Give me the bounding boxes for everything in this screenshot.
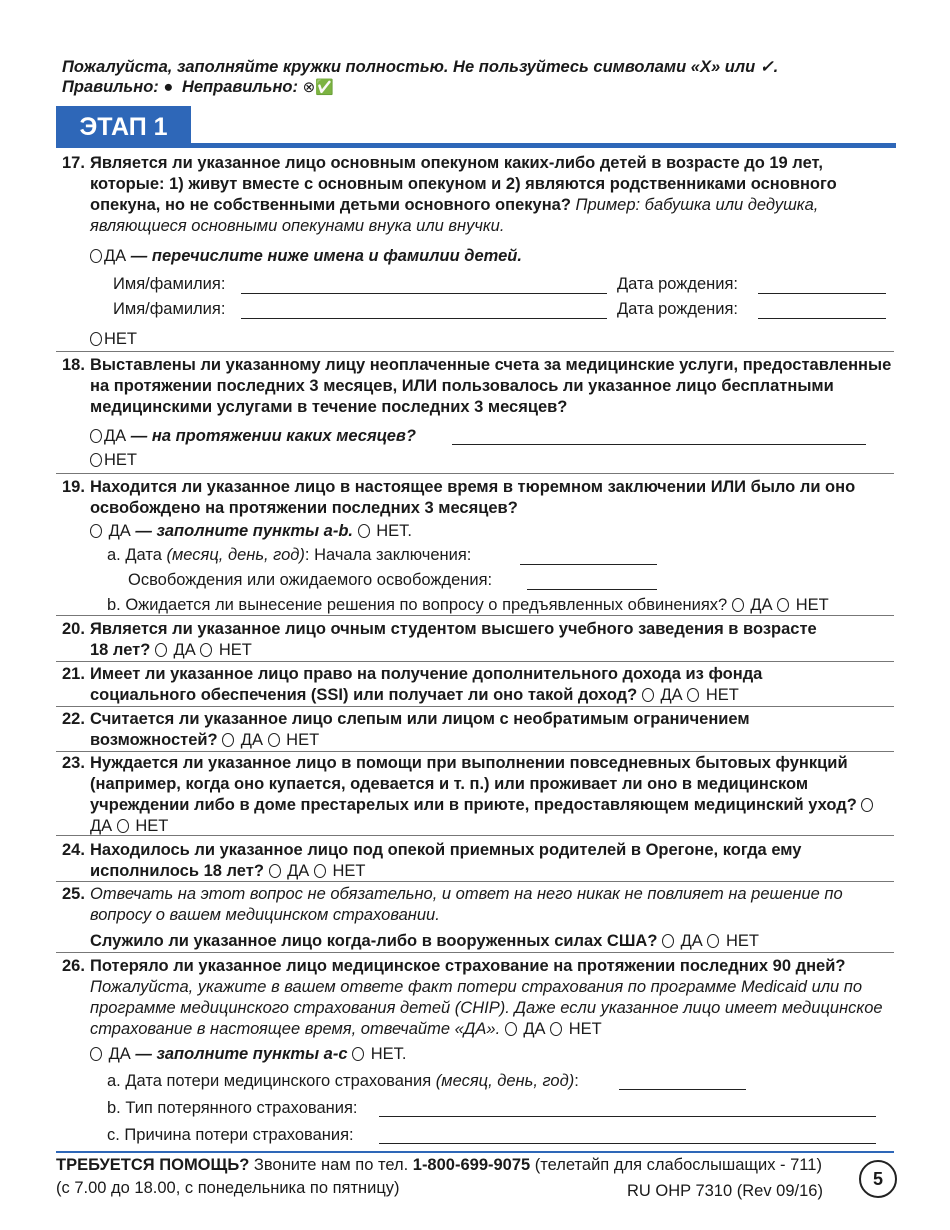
q24-yes-option[interactable]: ДА	[269, 862, 310, 880]
question-text: Имеет ли указанное лицо право на получение дополнительного дохода из фонда	[90, 665, 763, 683]
radio-circle-icon[interactable]	[117, 819, 129, 833]
question-17	[62, 153, 892, 237]
radio-circle-icon[interactable]	[222, 733, 234, 747]
radio-circle-icon[interactable]	[732, 598, 744, 612]
child-dob-field-1[interactable]	[758, 293, 886, 294]
radio-circle-icon[interactable]	[314, 864, 326, 878]
radio-circle-icon[interactable]	[90, 524, 102, 538]
child-name-label-1: Имя/фамилия:	[113, 275, 226, 293]
incorrect-label: Неправильно:	[181, 78, 299, 96]
divider	[56, 881, 894, 882]
radio-circle-icon[interactable]	[90, 332, 102, 346]
question-number: 20.	[62, 620, 85, 638]
question-26	[62, 956, 892, 1040]
divider	[56, 952, 894, 953]
radio-circle-icon[interactable]	[550, 1022, 562, 1036]
divider	[56, 615, 894, 616]
help-line: ТРЕБУЕТСЯ ПОМОЩЬ? Звоните нам по тел. 1-800-699-9075 (телетайп для слабослышащих - 711)	[56, 1156, 822, 1174]
q26-yes-option[interactable]: ДА	[505, 1020, 546, 1038]
q20-no-option[interactable]: НЕТ	[200, 641, 252, 659]
child-name-label-2: Имя/фамилия:	[113, 300, 226, 318]
incorrect-marks-icon: ⊗✅	[302, 79, 334, 96]
child-name-field-1[interactable]	[241, 293, 607, 294]
q25-yes-option[interactable]: ДА	[662, 932, 703, 950]
release-date-field[interactable]	[527, 589, 657, 590]
question-note: Пример: бабушка или дедушка, являющиеся основными опекунами внука или внучки.	[90, 196, 819, 235]
months-field[interactable]	[452, 444, 866, 445]
question-text: Считается ли указанное лицо слепым или лицом с необратимым ограничением	[90, 710, 750, 728]
q21-no-option[interactable]: НЕТ	[687, 686, 739, 704]
question-23: 23. Нуждается ли указанное лицо в помощи при выполнении повседневных бытовых функций (например, когда оно купается, одевается и т. п.) или проживает ли оно в медицинском учреждении либо в доме престарелых или в приюте, предоставляющем медицинский уход? ДА НЕТ	[62, 753, 892, 837]
divider	[56, 751, 894, 752]
question-text: Находилось ли указанное лицо под опекой приемных родителей в Орегоне, когда ему	[90, 841, 802, 859]
radio-circle-icon[interactable]	[687, 688, 699, 702]
question-text: Является ли указанное лицо основным опекуном каких-либо детей в возрасте до 19 лет, которые: 1) живут вместе с основным опекуном и 2) являются родственниками основного опекуна, но не собственными детьми основного опекуна?	[90, 154, 837, 214]
divider	[56, 835, 894, 836]
question-text: Потеряло ли указанное лицо медицинское страхование на протяжении последних 90 дней?	[90, 957, 846, 975]
question-note: Отвечать на этот вопрос не обязательно, и ответ на него никак не повлияет на решение по вопросу о вашем медицинском страховании.	[90, 885, 843, 924]
q18-no-option[interactable]: НЕТ	[90, 450, 137, 470]
question-text: Нуждается ли указанное лицо в помощи при выполнении повседневных бытовых функций (например, когда оно купается, одевается и т. п.) или проживает ли оно в медицинском учреждении либо в доме престарелых или в приюте, предоставляющем	[90, 754, 848, 814]
q26-yes-fill-option[interactable]: ДА	[90, 1045, 131, 1063]
q18-yes-option[interactable]: ДА — на протяжении каких месяцев?	[90, 426, 416, 446]
correct-label: Правильно:	[62, 78, 159, 96]
q21-yes-option[interactable]: ДА	[642, 686, 683, 704]
question-18	[62, 355, 892, 418]
q17-yes-option[interactable]: ДА — перечислите ниже имена и фамилии детей.	[90, 246, 522, 266]
radio-circle-icon[interactable]	[707, 934, 719, 948]
q19-release-label: Освобождения или ожидаемого освобождения:	[128, 571, 493, 589]
q19b-no-option[interactable]: НЕТ	[777, 596, 829, 614]
radio-circle-icon[interactable]	[642, 688, 654, 702]
question-number: 19.	[62, 478, 85, 496]
q19-no-option[interactable]: НЕТ.	[358, 522, 412, 540]
q26-b-label: b. Тип потерянного страхования:	[107, 1099, 358, 1117]
question-25	[62, 884, 892, 926]
q19b-yes-option[interactable]: ДА	[732, 596, 773, 614]
radio-circle-icon[interactable]	[358, 524, 370, 538]
question-text: Является ли указанное лицо очным студентом высшего учебного заведения в возрасте	[90, 620, 817, 638]
question-number: 21.	[62, 665, 85, 683]
q19-options: ДА — заполните пункты a-b. НЕТ.	[90, 521, 412, 541]
question-note: Пожалуйста, укажите в вашем ответе факт потери страхования по программе Medicaid или по программе медицинского страхования детей (CHIP). Даже если указанное лицо имеет медицинское страхование в настоящее время, отвечайте «ДА».	[90, 978, 883, 1038]
q20-yes-option[interactable]: ДА	[155, 641, 196, 659]
q25-no-option[interactable]: НЕТ	[707, 932, 759, 950]
question-number: 22.	[62, 710, 85, 728]
q23-no-option[interactable]: НЕТ	[117, 817, 169, 835]
divider	[56, 661, 894, 662]
radio-circle-icon[interactable]	[505, 1022, 517, 1036]
radio-circle-icon[interactable]	[269, 864, 281, 878]
radio-circle-icon[interactable]	[861, 798, 873, 812]
question-22: 22. Считается ли указанное лицо слепым или лицом с необратимым ограничением возможностей? ДА НЕТ	[62, 709, 892, 751]
divider	[56, 351, 894, 352]
divider	[56, 706, 894, 707]
filled-circle-icon: ●	[163, 78, 174, 96]
question-text: Выставлены ли указанному лицу неоплаченные счета за медицинские услуги, предоставленные на протяжении последних 3 месяцев, ИЛИ пользовалось ли указанное лицо бесплатными медицинскими услугами в течение последних 3 месяцев?	[90, 356, 892, 416]
question-number: 18.	[62, 356, 85, 374]
q23-yes-option[interactable]: ДА	[90, 796, 875, 835]
radio-circle-icon[interactable]	[155, 643, 167, 657]
question-24: 24. Находилось ли указанное лицо под опекой приемных родителей в Орегоне, когда ему исполнилось 18 лет? ДА НЕТ	[62, 840, 892, 882]
radio-circle-icon[interactable]	[268, 733, 280, 747]
footer-rule	[56, 1151, 894, 1153]
help-phone[interactable]: 1-800-699-9075	[412, 1156, 531, 1174]
hours-line: (с 7.00 до 18.00, с понедельника по пятницу)	[56, 1179, 400, 1197]
coverage-loss-date-field[interactable]	[619, 1089, 746, 1090]
radio-circle-icon[interactable]	[777, 598, 789, 612]
child-name-field-2[interactable]	[241, 318, 607, 319]
radio-circle-icon[interactable]	[662, 934, 674, 948]
radio-circle-icon[interactable]	[90, 1047, 102, 1061]
q17-no-option[interactable]: НЕТ	[90, 329, 137, 349]
radio-circle-icon[interactable]	[90, 249, 102, 263]
q22-no-option[interactable]: НЕТ	[268, 731, 320, 749]
q25-question	[90, 931, 759, 951]
question-number: 25.	[62, 885, 85, 903]
radio-circle-icon[interactable]	[200, 643, 212, 657]
instructions-line: Пожалуйста, заполняйте кружки полностью. Не пользуйтесь символами «X» или ✓.	[62, 58, 779, 76]
q19-a-date: a. Дата (месяц, день, год): Начала заключения:	[107, 546, 472, 564]
help-heading: ТРЕБУЕТСЯ ПОМОЩЬ?	[56, 1156, 250, 1174]
divider	[56, 473, 894, 474]
radio-circle-icon[interactable]	[90, 429, 102, 443]
coverage-loss-reason-field[interactable]	[379, 1143, 876, 1144]
question-number: 23.	[62, 754, 85, 772]
question-number: 24.	[62, 841, 85, 859]
question-text: Служило ли указанное лицо когда-либо в вооруженных силах США?	[90, 932, 658, 950]
question-number: 17.	[62, 154, 85, 172]
question-text: Находится ли указанное лицо в настоящее время в тюремном заключении ИЛИ было ли оно освобождено на протяжении последних 3 месяцев?	[90, 478, 856, 517]
form-id: RU OHP 7310 (Rev 09/16)	[627, 1182, 823, 1200]
q26-c-label: c. Причина потери страхования:	[107, 1126, 354, 1144]
question-20: 20. Является ли указанное лицо очным студентом высшего учебного заведения в возрасте 18 лет? ДА НЕТ	[62, 619, 892, 661]
instructions	[62, 57, 778, 98]
coverage-type-field[interactable]	[379, 1116, 876, 1117]
page-number: 5	[859, 1160, 897, 1198]
question-21: 21. Имеет ли указанное лицо право на получение дополнительного дохода из фонда социального обеспечения (SSI) или получает ли оно такой доход? ДА НЕТ	[62, 664, 892, 706]
q22-yes-option[interactable]: ДА	[222, 731, 263, 749]
child-dob-field-2[interactable]	[758, 318, 886, 319]
child-dob-label-2: Дата рождения:	[617, 300, 738, 318]
q26-options: ДА — заполните пункты a-c НЕТ.	[90, 1044, 406, 1064]
q26-no-option[interactable]: НЕТ	[550, 1020, 602, 1038]
question-19	[62, 477, 892, 519]
q24-no-option[interactable]: НЕТ	[314, 862, 366, 880]
radio-circle-icon[interactable]	[90, 453, 102, 467]
q26-no-fill-option[interactable]: НЕТ.	[352, 1045, 406, 1063]
incarceration-start-field[interactable]	[520, 564, 657, 565]
q19-b-question: b. Ожидается ли вынесение решения по вопросу о предъявленных обвинениях? ДА НЕТ	[107, 596, 829, 614]
question-number: 26.	[62, 957, 85, 975]
child-dob-label-1: Дата рождения:	[617, 275, 738, 293]
q26-a-label: a. Дата потери медицинского страхования (месяц, день, год):	[107, 1072, 579, 1090]
stage-title: ЭТАП 1	[56, 106, 191, 148]
q19-yes-option[interactable]: ДА	[90, 522, 131, 540]
radio-circle-icon[interactable]	[352, 1047, 364, 1061]
